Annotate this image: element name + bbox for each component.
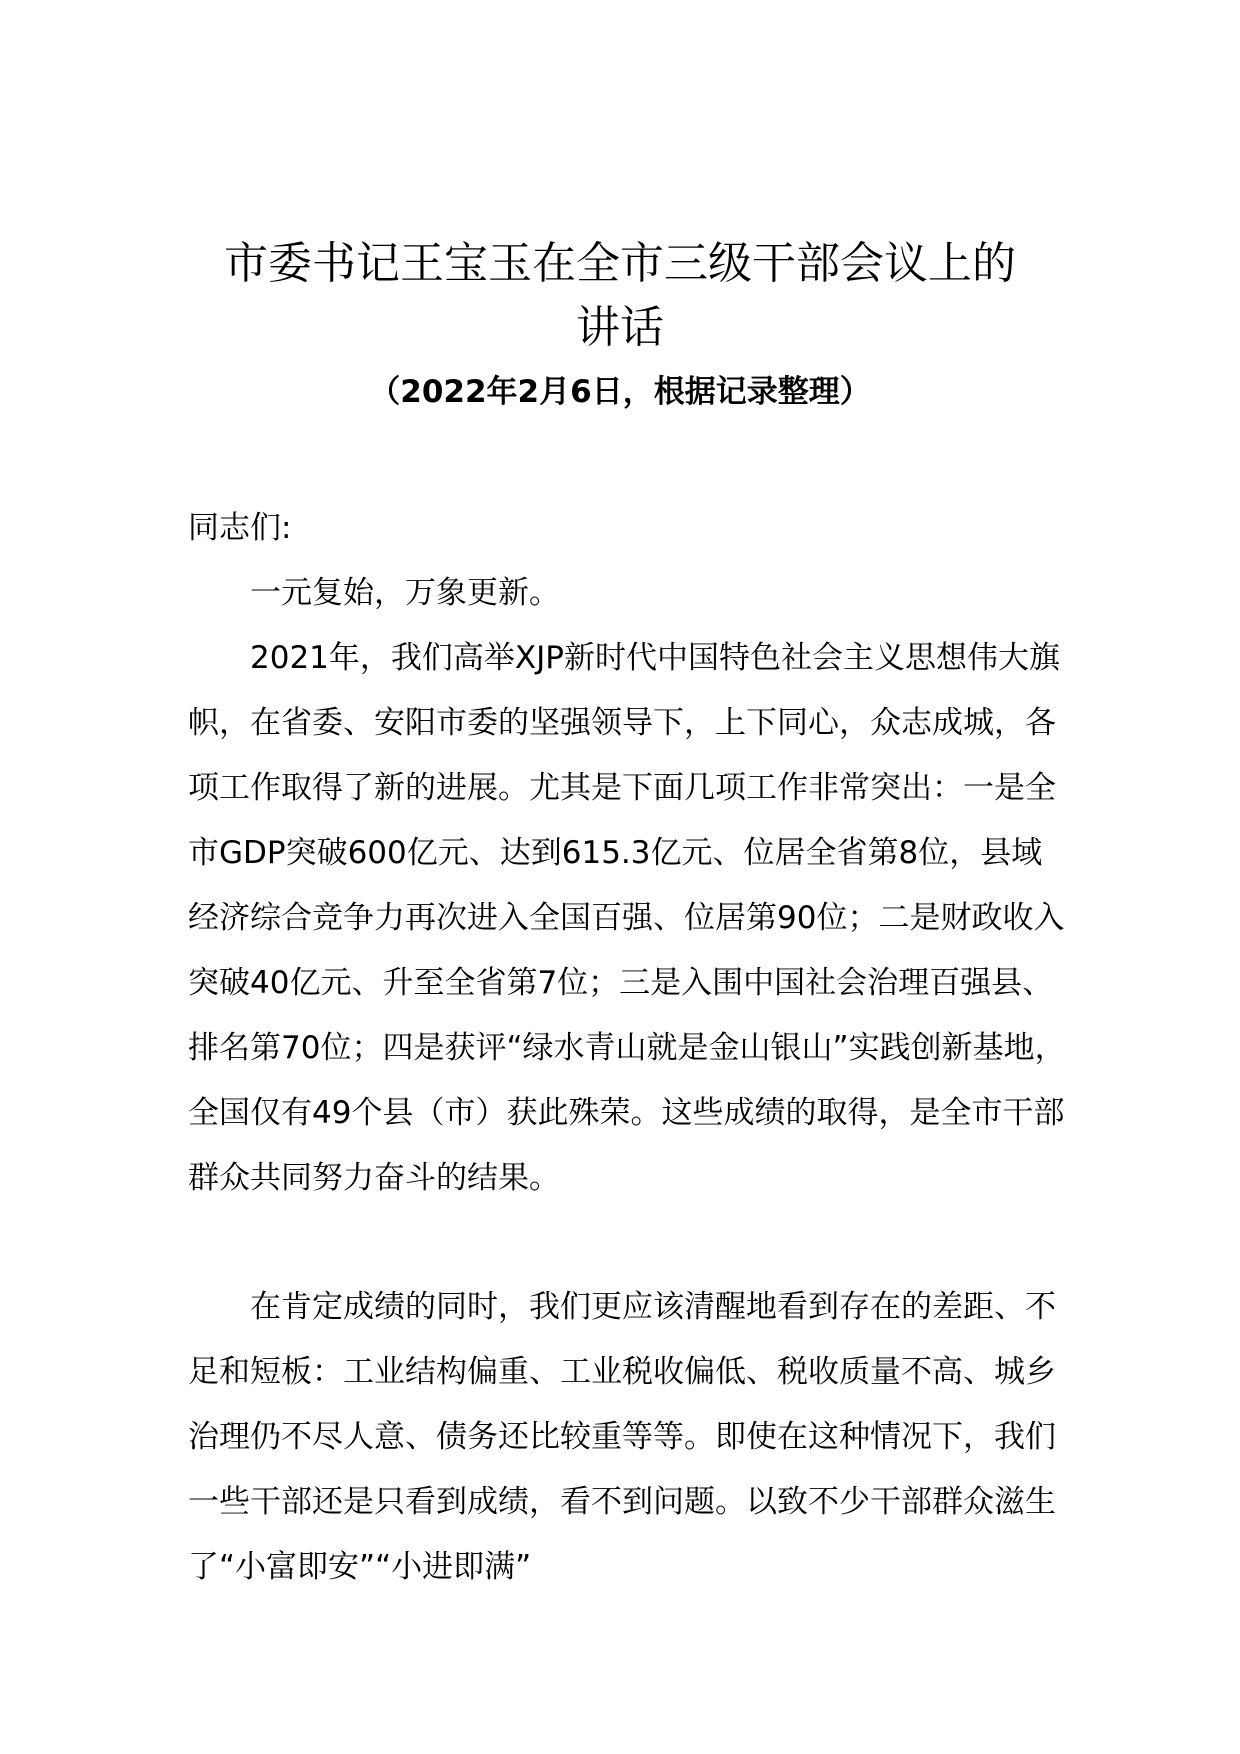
- paragraph-achievements: 2021年，我们高举XJP新时代中国特色社会主义思想伟大旗帜，在省委、安阳市委的坚强领导下，上下同心，众志成城，各项工作取得了新的进展。尤其是下面几项工作非常突出：一是全市GDP突破600亿元、达到615.3亿元、位居全省第8位，县域经济综合竞争力再次进入全国百强、位居第90位；二是财政收入突破40亿元、升至全省第7位；三是入围中国社会治理百强县、排名第70位；四是获评“绿水青山就是金山银山”实践创新基地，全国仅有49个县（市）获此殊荣。这些成绩的取得，是全市干部群众共同努力奋斗的结果。: [188, 640, 1066, 1196]
- paragraph-shortcomings: 在肯定成绩的同时，我们更应该清醒地看到存在的差距、不足和短板：工业结构偏重、工业税收偏低、税收质量不高、城乡治理仍不尽人意、债务还比较重等等。即使在这种情况下，我们一些干部还是只看到成绩，看不到问题。以致不少干部群众滋生了“小富即安”“小进即满”: [188, 1289, 1056, 1585]
- document-subtitle: （2022年2月6日，根据记录整理）: [369, 374, 871, 410]
- document-title-line-2: 讲话: [576, 302, 664, 353]
- salutation: 同志们:: [188, 510, 292, 546]
- paragraph-opening: 一元复始，万象更新。: [250, 575, 560, 611]
- document-title-line-1: 市委书记王宝玉在全市三级干部会议上的: [224, 238, 1016, 289]
